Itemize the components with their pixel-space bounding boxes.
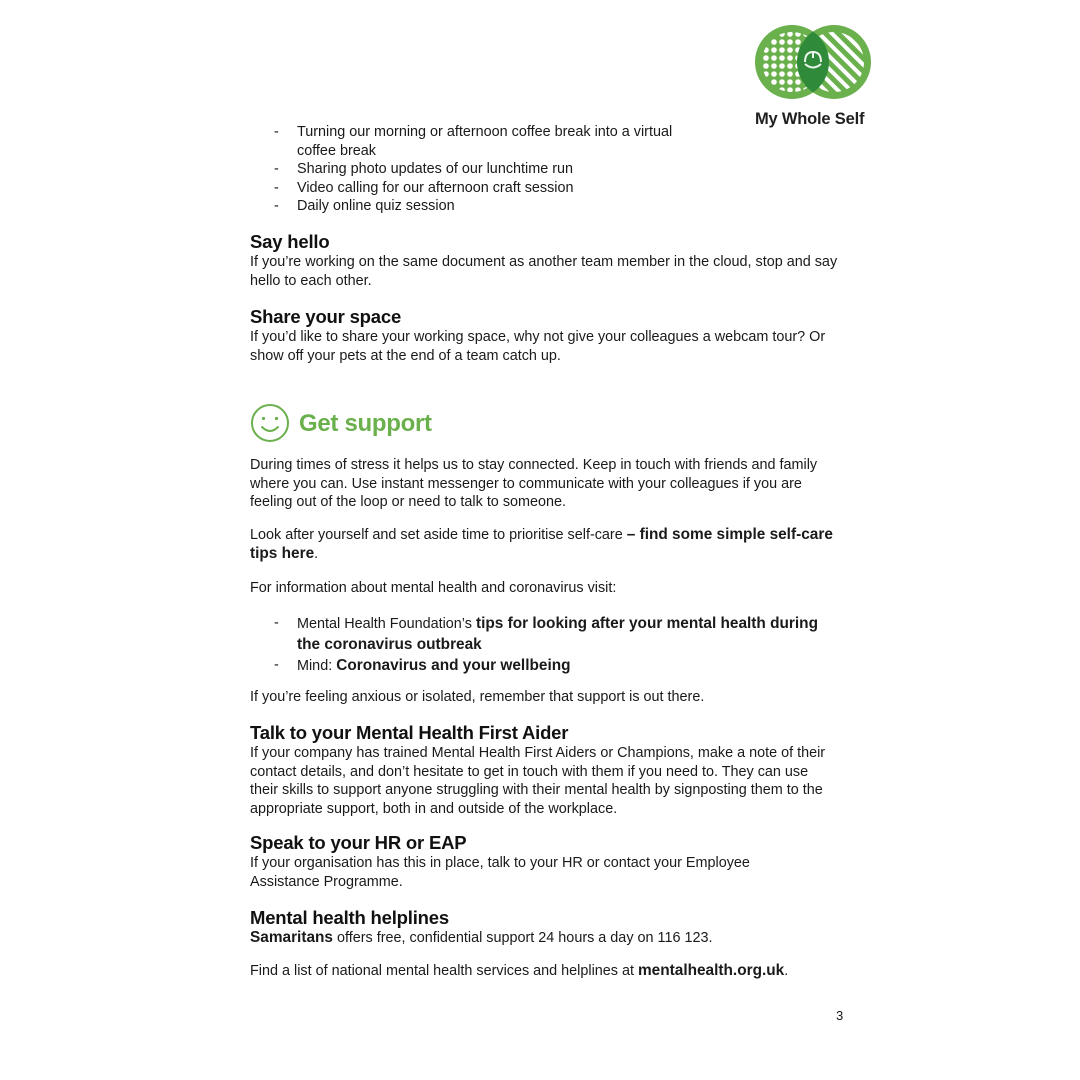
mind-wellbeing-link[interactable]: Coronavirus and your wellbeing — [336, 657, 571, 674]
get-support-title: Get support — [299, 410, 432, 437]
get-support-p4 — [250, 688, 850, 707]
activities-list-block — [250, 123, 850, 216]
smiley-face-icon — [250, 403, 290, 443]
page-number: 3 — [836, 1008, 844, 1023]
list-item — [250, 197, 850, 216]
helplines-heading: Mental health helplines — [250, 907, 449, 928]
resources-list — [250, 614, 850, 677]
share-space-section — [250, 306, 850, 365]
get-support-p4-text: If you’re feeling anxious or isolated, remember that support is out there. — [250, 689, 705, 705]
list-item-text: Turning our morning or afternoon coffee break into a virtual coffee break — [297, 124, 673, 159]
find-suffix: . — [784, 963, 789, 979]
get-support-p2-text — [250, 526, 850, 563]
say-hello-heading: Say hello — [250, 231, 330, 252]
samaritans-info: offers free, confidential support 24 hours a day on 116 123. — [332, 930, 713, 946]
get-support-p3-text: For information about mental health and coronavirus visit: — [250, 580, 617, 596]
get-support-p2 — [250, 526, 850, 563]
get-support-p1 — [250, 456, 850, 512]
list-item-text: Daily online quiz session — [297, 198, 455, 215]
my-whole-self-logo — [754, 22, 874, 132]
samaritans-text — [250, 929, 850, 948]
activities-list — [250, 123, 850, 216]
helplines-section — [250, 907, 850, 948]
mhf-tips-link[interactable]: tips for looking after your mental health during the coronavirus outbreak — [297, 615, 818, 653]
mentalhealth-org-link[interactable]: mentalhealth.org.uk — [637, 962, 785, 979]
say-hello-body: If you’re working on the same document as another team member in the cloud, stop and say hello to each other. — [250, 254, 838, 289]
say-hello-section — [250, 231, 850, 290]
resources-list-block — [250, 614, 850, 677]
list-item-text: Video calling for our afternoon craft session — [297, 179, 574, 196]
get-support-p1-text: During times of stress it helps us to stay connected. Keep in touch with friends and family where you can. Use instant messenger to communicate with your colleagues if you are feeling out of the loop or need to talk to someone. — [250, 457, 818, 511]
p2-prefix: Look after yourself and set aside time to prioritise self-care — [250, 527, 627, 543]
self-care-tips-link[interactable]: – find some simple self-care tips here — [250, 526, 833, 562]
list-item-text: Sharing photo updates of our lunchtime run — [297, 161, 574, 178]
hr-eap-heading: Speak to your HR or EAP — [250, 832, 467, 853]
share-space-heading: Share your space — [250, 306, 402, 327]
list-item — [250, 656, 850, 677]
logo-text: My Whole Self — [755, 110, 865, 128]
p2-suffix: . — [314, 545, 319, 562]
get-support-p3 — [250, 579, 850, 598]
find-prefix: Find a list of national mental health services and helplines at — [250, 963, 638, 979]
list-item — [250, 123, 697, 160]
hr-eap-body: If your organisation has this in place, talk to your HR or contact your Employee Assistance Programme. — [250, 855, 750, 890]
first-aider-body: If your company has trained Mental Health First Aiders or Champions, make a note of their contact details, and don’t hesitate to get in touch with them if you need to. They can use their skills to support anyone struggling with their mental health by signposting them to the appropriate support, both in and outside of the workplace. — [250, 745, 826, 817]
resource-prefix: Mental Health Foundation’s — [297, 616, 476, 632]
share-space-body: If you’d like to share your working space, why not give your colleagues a webcam tour? Or show off your pets at the end of a team catch up. — [250, 329, 826, 364]
list-item — [250, 179, 850, 198]
samaritans-name: Samaritans — [250, 929, 333, 946]
first-aider-heading: Talk to your Mental Health First Aider — [250, 722, 569, 743]
first-aider-section — [250, 722, 850, 818]
resource-prefix: Mind: — [297, 658, 337, 674]
hr-eap-section — [250, 832, 850, 891]
helplines-find-text — [250, 962, 850, 981]
helplines-find — [250, 962, 850, 981]
logo-circles-icon — [754, 22, 874, 108]
list-item — [250, 614, 837, 655]
list-item — [250, 160, 850, 179]
